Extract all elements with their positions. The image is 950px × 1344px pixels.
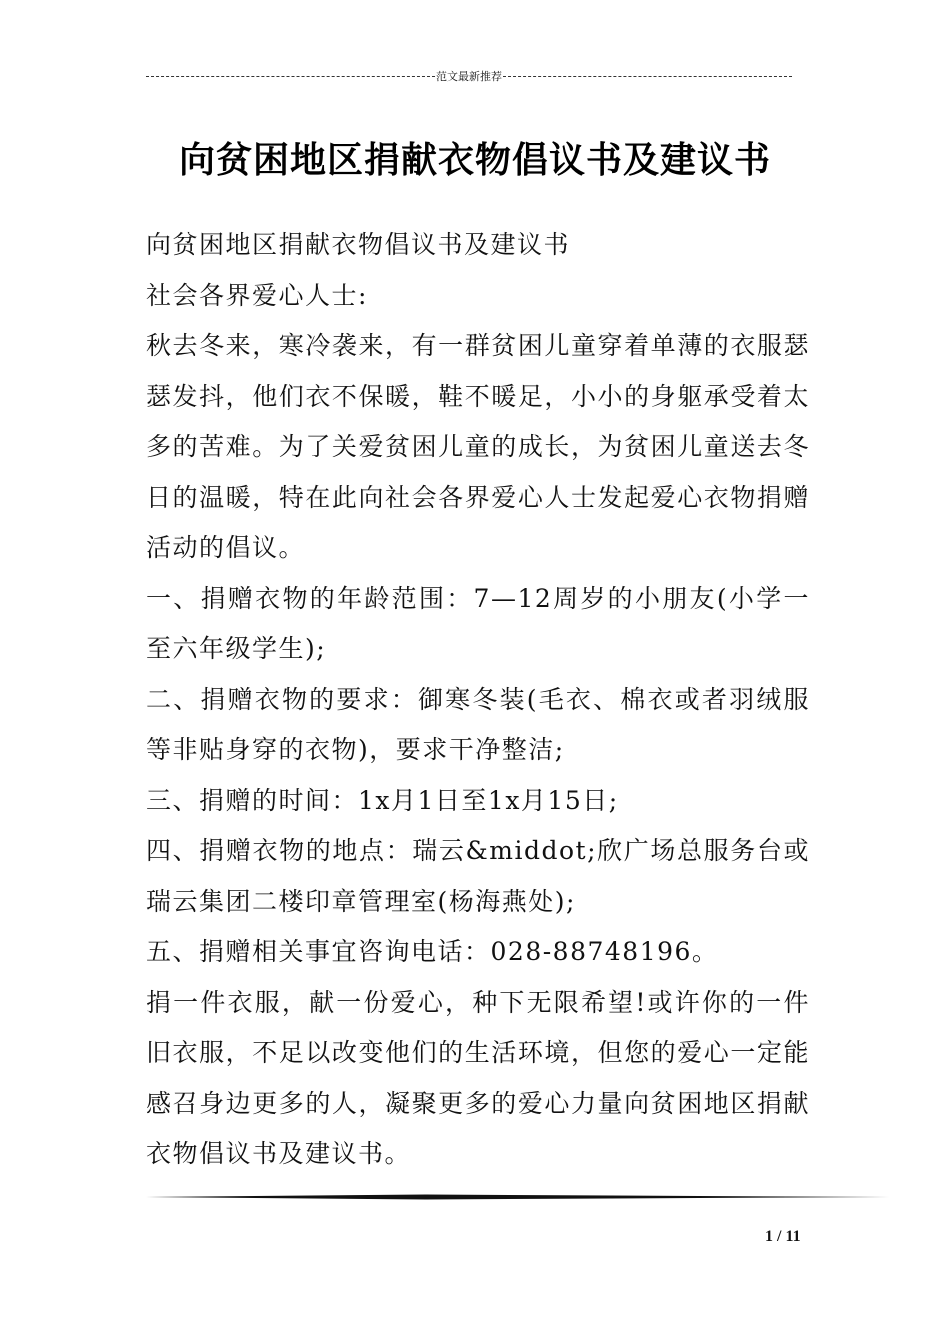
- item-contact: 五、捐赠相关事宜咨询电话：028-88748196。: [146, 937, 719, 966]
- item-age-range: 一、捐赠衣物的年龄范围：7—12周岁的小朋友(小学一至六年级学生);: [146, 583, 810, 663]
- document-title: 向贫困地区捐献衣物倡议书及建议书: [178, 140, 771, 181]
- body-heading: 向贫困地区捐献衣物倡议书及建议书: [146, 230, 571, 259]
- header-dashed-line-left: [146, 76, 435, 77]
- document-body: [146, 220, 810, 1180]
- header-label: 范文最新推荐: [436, 70, 502, 83]
- closing-paragraph: 捐一件衣服，献一份爱心，种下无限希望!或许你的一件旧衣服，不足以改变他们的生活环境，但您的爱心一定能感召身边更多的人，凝聚更多的爱心力量向贫困地区捐献衣物倡议书及建议书。: [146, 987, 810, 1168]
- header-rule: [146, 66, 792, 86]
- item-time: 三、捐赠的时间：1x月1日至1x月15日;: [146, 785, 619, 815]
- footer-rule-line: [146, 1194, 889, 1200]
- item-requirements: 二、捐赠衣物的要求：御寒冬装(毛衣、棉衣或者羽绒服等非贴身穿的衣物)，要求干净整洁;: [146, 684, 810, 764]
- page-number: 1 / 11: [765, 1228, 801, 1245]
- intro-paragraph: 秋去冬来，寒冷袭来，有一群贫困儿童穿着单薄的衣服瑟瑟发抖，他们衣不保暖，鞋不暖足，小小的身躯承受着太多的苦难。为了关爱贫困儿童的成长，为贫困儿童送去冬日的温暖，特在此向社会各界爱心人士发起爱心衣物捐赠活动的倡议。: [146, 331, 810, 562]
- salutation: 社会各界爱心人士:: [146, 280, 368, 310]
- header-dashed-line-right: [503, 76, 792, 77]
- footer-rule: [146, 1194, 889, 1200]
- item-location: 四、捐赠衣物的地点：瑞云&middot;欣广场总服务台或瑞云集团二楼印章管理室(杨海燕处);: [146, 836, 810, 916]
